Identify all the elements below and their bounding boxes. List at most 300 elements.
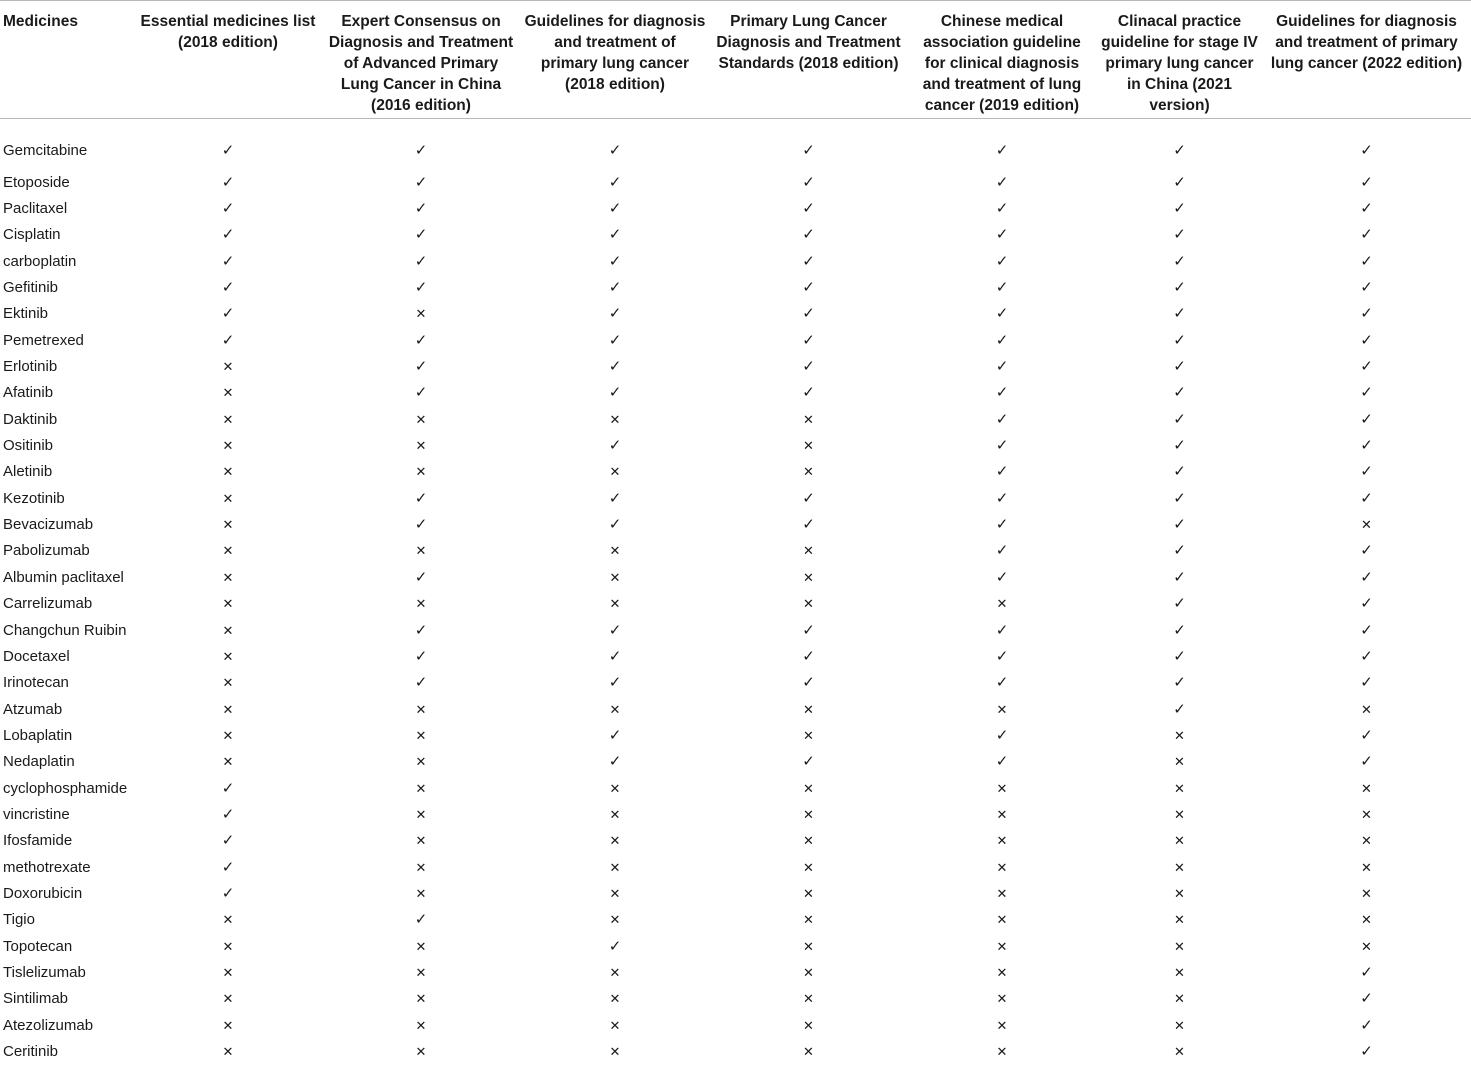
- inclusion-cell: [134, 327, 322, 353]
- cross-mark-icon: ✕: [609, 860, 621, 876]
- inclusion-cell: [322, 353, 520, 379]
- check-mark-icon: ✓: [995, 383, 1009, 402]
- medicine-name-cell: Topotecan: [3, 937, 73, 955]
- table-row: [0, 696, 1471, 722]
- inclusion-cell: [322, 986, 520, 1012]
- check-mark-icon: ✓: [995, 488, 1009, 507]
- medicine-name-cell: Aletinib: [3, 463, 53, 481]
- check-mark-icon: ✓: [221, 778, 235, 797]
- table-row: [0, 195, 1471, 221]
- inclusion-cell: [1262, 801, 1471, 827]
- inclusion-cell: [710, 696, 907, 722]
- cross-mark-icon: ✕: [609, 992, 621, 1008]
- inclusion-cell: [520, 406, 710, 432]
- inclusion-cell: [907, 643, 1097, 669]
- check-mark-icon: ✓: [1173, 594, 1186, 613]
- cross-mark-icon: ✕: [222, 965, 234, 981]
- inclusion-cell: [520, 119, 710, 170]
- cross-mark-icon: ✕: [1361, 518, 1372, 534]
- table-row: [0, 353, 1471, 379]
- cross-mark-icon: ✕: [803, 465, 814, 481]
- inclusion-cell: [907, 959, 1097, 985]
- cross-mark-icon: ✕: [609, 412, 621, 428]
- cross-mark-icon: ✕: [1174, 992, 1185, 1008]
- check-mark-icon: ✓: [1360, 541, 1373, 560]
- table-row: [0, 907, 1471, 933]
- check-mark-icon: ✓: [1360, 172, 1373, 191]
- inclusion-cell: [907, 564, 1097, 590]
- inclusion-cell: [520, 248, 710, 274]
- cross-mark-icon: ✕: [1361, 702, 1372, 718]
- check-mark-icon: ✓: [608, 278, 622, 297]
- cross-mark-icon: ✕: [609, 465, 621, 481]
- check-mark-icon: ✓: [1360, 199, 1373, 218]
- inclusion-cell: [322, 195, 520, 221]
- table-row: [0, 564, 1471, 590]
- table-header: [0, 1, 1471, 119]
- medicine-name-cell: Tislelizumab: [3, 963, 86, 981]
- check-mark-icon: ✓: [608, 225, 622, 244]
- inclusion-cell: [1097, 643, 1262, 669]
- inclusion-cell: [1262, 406, 1471, 432]
- table-row: [0, 854, 1471, 880]
- cross-mark-icon: ✕: [803, 702, 814, 718]
- check-mark-icon: ✓: [995, 725, 1009, 744]
- check-mark-icon: ✓: [1173, 436, 1186, 455]
- check-mark-icon: ✓: [1173, 278, 1186, 297]
- cross-mark-icon: ✕: [996, 939, 1008, 955]
- check-mark-icon: ✓: [1360, 567, 1373, 586]
- cross-mark-icon: ✕: [415, 834, 427, 850]
- inclusion-cell: [1262, 380, 1471, 406]
- inclusion-cell: [134, 564, 322, 590]
- cross-mark-icon: ✕: [1174, 1045, 1185, 1061]
- inclusion-cell: [322, 1038, 520, 1064]
- inclusion-cell: [322, 617, 520, 643]
- cross-mark-icon: ✕: [415, 544, 427, 560]
- inclusion-cell: [322, 432, 520, 458]
- cross-mark-icon: ✕: [222, 544, 234, 560]
- check-mark-icon: ✓: [414, 172, 428, 191]
- cross-mark-icon: ✕: [222, 913, 234, 929]
- inclusion-cell: [1097, 485, 1262, 511]
- inclusion-cell: [710, 933, 907, 959]
- inclusion-cell: [1262, 696, 1471, 722]
- check-mark-icon: ✓: [414, 567, 428, 586]
- medicine-name-cell: Bevacizumab: [3, 516, 94, 534]
- inclusion-cell: [322, 959, 520, 985]
- cross-mark-icon: ✕: [609, 965, 621, 981]
- cross-mark-icon: ✕: [1361, 807, 1372, 823]
- inclusion-cell: [322, 459, 520, 485]
- inclusion-cell: [520, 775, 710, 801]
- check-mark-icon: ✓: [995, 278, 1009, 297]
- cross-mark-icon: ✕: [222, 412, 234, 428]
- cross-mark-icon: ✕: [609, 1045, 621, 1061]
- inclusion-cell: [1097, 775, 1262, 801]
- cross-mark-icon: ✕: [222, 518, 234, 534]
- medicine-name-cell: carboplatin: [3, 252, 77, 270]
- inclusion-cell: [134, 959, 322, 985]
- cross-mark-icon: ✕: [996, 597, 1008, 613]
- inclusion-cell: [520, 327, 710, 353]
- medicine-name-cell: Pemetrexed: [3, 331, 84, 349]
- inclusion-cell: [1262, 617, 1471, 643]
- check-mark-icon: ✓: [1360, 725, 1373, 744]
- inclusion-cell: [1097, 854, 1262, 880]
- inclusion-cell: [710, 617, 907, 643]
- cross-mark-icon: ✕: [609, 781, 621, 797]
- inclusion-cell: [134, 485, 322, 511]
- check-mark-icon: ✓: [221, 304, 235, 323]
- cross-mark-icon: ✕: [609, 570, 621, 586]
- inclusion-cell: [134, 459, 322, 485]
- table-row: [0, 591, 1471, 617]
- inclusion-cell: [1097, 1012, 1262, 1038]
- check-mark-icon: ✓: [608, 199, 622, 218]
- inclusion-cell: [1097, 119, 1262, 170]
- inclusion-cell: [1262, 749, 1471, 775]
- check-mark-icon: ✓: [608, 357, 622, 376]
- inclusion-cell: [520, 617, 710, 643]
- inclusion-cell: [1262, 538, 1471, 564]
- check-mark-icon: ✓: [802, 199, 815, 218]
- inclusion-cell: [134, 722, 322, 748]
- inclusion-cell: [1097, 353, 1262, 379]
- check-mark-icon: ✓: [414, 646, 428, 665]
- inclusion-cell: [907, 880, 1097, 906]
- medicine-name-cell: Tigio: [3, 911, 35, 929]
- inclusion-cell: [710, 248, 907, 274]
- inclusion-cell: [907, 933, 1097, 959]
- cross-mark-icon: ✕: [1174, 728, 1185, 744]
- table-row: [0, 1038, 1471, 1064]
- inclusion-cell: [520, 880, 710, 906]
- cross-mark-icon: ✕: [222, 992, 234, 1008]
- inclusion-cell: [1262, 643, 1471, 669]
- inclusion-cell: [710, 195, 907, 221]
- inclusion-cell: [1097, 696, 1262, 722]
- inclusion-cell: [1262, 327, 1471, 353]
- check-mark-icon: ✓: [414, 251, 428, 270]
- cross-mark-icon: ✕: [415, 807, 427, 823]
- inclusion-cell: [1097, 1038, 1262, 1064]
- inclusion-cell: [710, 670, 907, 696]
- inclusion-cell: [907, 854, 1097, 880]
- inclusion-cell: [520, 1012, 710, 1038]
- cross-mark-icon: ✕: [222, 702, 234, 718]
- inclusion-cell: [1262, 459, 1471, 485]
- inclusion-cell: [134, 907, 322, 933]
- check-mark-icon: ✓: [802, 620, 815, 639]
- check-mark-icon: ✓: [1360, 330, 1373, 349]
- cross-mark-icon: ✕: [609, 913, 621, 929]
- check-mark-icon: ✓: [608, 725, 622, 744]
- inclusion-cell: [907, 380, 1097, 406]
- check-mark-icon: ✓: [1360, 989, 1373, 1008]
- column-header-cma-guideline-2019: Chinese medical association guideline for clinical diagnosis and treatment of lung cancer (2019 edition): [907, 1, 1097, 119]
- medicine-name-cell: Kezotinib: [3, 489, 65, 507]
- inclusion-cell: [520, 511, 710, 537]
- inclusion-cell: [907, 301, 1097, 327]
- inclusion-cell: [1262, 1012, 1471, 1038]
- inclusion-cell: [710, 986, 907, 1012]
- inclusion-cell: [520, 907, 710, 933]
- cross-mark-icon: ✕: [803, 834, 814, 850]
- inclusion-cell: [1097, 432, 1262, 458]
- inclusion-cell: [907, 406, 1097, 432]
- column-header-essential-medicines-2018: Essential medicines list (2018 edition): [134, 1, 322, 119]
- medicine-name-cell: Lobaplatin: [3, 726, 73, 744]
- check-mark-icon: ✓: [1173, 462, 1186, 481]
- inclusion-cell: [1097, 880, 1262, 906]
- inclusion-cell: [322, 749, 520, 775]
- check-mark-icon: ✓: [414, 515, 428, 534]
- inclusion-cell: [322, 696, 520, 722]
- check-mark-icon: ✓: [802, 304, 815, 323]
- inclusion-cell: [322, 907, 520, 933]
- check-mark-icon: ✓: [1173, 673, 1186, 692]
- inclusion-cell: [520, 564, 710, 590]
- check-mark-icon: ✓: [1173, 699, 1186, 718]
- table-row: [0, 775, 1471, 801]
- cross-mark-icon: ✕: [222, 649, 234, 665]
- inclusion-cell: [907, 538, 1097, 564]
- inclusion-cell: [520, 959, 710, 985]
- inclusion-cell: [907, 670, 1097, 696]
- cross-mark-icon: ✕: [1174, 755, 1185, 771]
- inclusion-cell: [1097, 222, 1262, 248]
- check-mark-icon: ✓: [995, 436, 1009, 455]
- cross-mark-icon: ✕: [996, 834, 1008, 850]
- column-header-guidelines-2022: Guidelines for diagnosis and treatment of primary lung cancer (2022 edition): [1262, 1, 1471, 119]
- inclusion-cell: [710, 301, 907, 327]
- check-mark-icon: ✓: [1173, 251, 1186, 270]
- inclusion-cell: [1097, 459, 1262, 485]
- check-mark-icon: ✓: [1173, 409, 1186, 428]
- check-mark-icon: ✓: [221, 804, 235, 823]
- inclusion-cell: [1097, 670, 1262, 696]
- check-mark-icon: ✓: [1360, 383, 1373, 402]
- check-mark-icon: ✓: [995, 515, 1009, 534]
- medicine-name-cell: Sintilimab: [3, 990, 69, 1008]
- cross-mark-icon: ✕: [415, 728, 427, 744]
- check-mark-icon: ✓: [608, 251, 622, 270]
- inclusion-cell: [907, 617, 1097, 643]
- inclusion-cell: [134, 801, 322, 827]
- inclusion-cell: [1097, 591, 1262, 617]
- check-mark-icon: ✓: [1360, 436, 1373, 455]
- check-mark-icon: ✓: [221, 330, 235, 349]
- cross-mark-icon: ✕: [609, 807, 621, 823]
- inclusion-cell: [710, 222, 907, 248]
- inclusion-cell: [322, 775, 520, 801]
- check-mark-icon: ✓: [802, 140, 815, 159]
- cross-mark-icon: ✕: [803, 992, 814, 1008]
- inclusion-cell: [710, 643, 907, 669]
- inclusion-cell: [322, 169, 520, 195]
- cross-mark-icon: ✕: [222, 386, 234, 402]
- inclusion-cell: [520, 485, 710, 511]
- inclusion-cell: [1262, 432, 1471, 458]
- inclusion-cell: [520, 933, 710, 959]
- check-mark-icon: ✓: [414, 673, 428, 692]
- inclusion-cell: [1262, 1038, 1471, 1064]
- inclusion-cell: [907, 119, 1097, 170]
- check-mark-icon: ✓: [995, 251, 1009, 270]
- table-row: [0, 301, 1471, 327]
- inclusion-cell: [134, 353, 322, 379]
- cross-mark-icon: ✕: [609, 702, 621, 718]
- table-row: [0, 274, 1471, 300]
- inclusion-cell: [322, 301, 520, 327]
- table-row: [0, 933, 1471, 959]
- inclusion-cell: [1097, 564, 1262, 590]
- cross-mark-icon: ✕: [803, 939, 814, 955]
- check-mark-icon: ✓: [608, 330, 622, 349]
- check-mark-icon: ✓: [802, 357, 815, 376]
- inclusion-cell: [134, 274, 322, 300]
- table-row: [0, 119, 1471, 170]
- inclusion-cell: [134, 119, 322, 170]
- inclusion-cell: [1097, 511, 1262, 537]
- inclusion-cell: [710, 775, 907, 801]
- table-row: [0, 327, 1471, 353]
- inclusion-cell: [520, 986, 710, 1012]
- check-mark-icon: ✓: [221, 883, 235, 902]
- check-mark-icon: ✓: [221, 172, 235, 191]
- check-mark-icon: ✓: [995, 646, 1009, 665]
- cross-mark-icon: ✕: [803, 886, 814, 902]
- inclusion-cell: [907, 459, 1097, 485]
- inclusion-cell: [520, 380, 710, 406]
- inclusion-cell: [134, 986, 322, 1012]
- check-mark-icon: ✓: [1173, 515, 1186, 534]
- check-mark-icon: ✓: [414, 225, 428, 244]
- check-mark-icon: ✓: [802, 330, 815, 349]
- inclusion-cell: [322, 828, 520, 854]
- check-mark-icon: ✓: [1173, 199, 1186, 218]
- check-mark-icon: ✓: [608, 383, 622, 402]
- inclusion-cell: [1097, 907, 1262, 933]
- inclusion-cell: [520, 749, 710, 775]
- inclusion-cell: [322, 119, 520, 170]
- inclusion-cell: [907, 274, 1097, 300]
- inclusion-cell: [322, 722, 520, 748]
- inclusion-cell: [1262, 353, 1471, 379]
- check-mark-icon: ✓: [802, 251, 815, 270]
- table-row: [0, 749, 1471, 775]
- table-row: [0, 222, 1471, 248]
- inclusion-cell: [134, 696, 322, 722]
- inclusion-cell: [1262, 986, 1471, 1012]
- column-header-medicines: Medicines: [0, 1, 134, 119]
- inclusion-cell: [1262, 670, 1471, 696]
- cross-mark-icon: ✕: [609, 597, 621, 613]
- check-mark-icon: ✓: [608, 172, 622, 191]
- medicine-name-cell: Ceritinib: [3, 1043, 59, 1061]
- column-header-guidelines-2018: Guidelines for diagnosis and treatment of primary lung cancer (2018 edition): [520, 1, 710, 119]
- inclusion-cell: [1262, 722, 1471, 748]
- check-mark-icon: ✓: [414, 330, 428, 349]
- medicine-name-cell: Pabolizumab: [3, 542, 90, 560]
- inclusion-cell: [1097, 301, 1262, 327]
- cross-mark-icon: ✕: [803, 860, 814, 876]
- inclusion-cell: [134, 617, 322, 643]
- inclusion-cell: [322, 327, 520, 353]
- table-row: [0, 511, 1471, 537]
- inclusion-cell: [134, 511, 322, 537]
- inclusion-cell: [322, 222, 520, 248]
- inclusion-cell: [134, 933, 322, 959]
- cross-mark-icon: ✕: [803, 412, 814, 428]
- cross-mark-icon: ✕: [609, 1018, 621, 1034]
- inclusion-cell: [1097, 749, 1262, 775]
- inclusion-cell: [134, 591, 322, 617]
- table-row: [0, 617, 1471, 643]
- inclusion-cell: [520, 538, 710, 564]
- inclusion-cell: [907, 696, 1097, 722]
- cross-mark-icon: ✕: [803, 807, 814, 823]
- table-body: [0, 119, 1471, 1065]
- inclusion-cell: [322, 274, 520, 300]
- table-row: [0, 459, 1471, 485]
- check-mark-icon: ✓: [1360, 409, 1373, 428]
- inclusion-cell: [134, 1012, 322, 1038]
- inclusion-cell: [907, 1038, 1097, 1064]
- inclusion-cell: [134, 828, 322, 854]
- column-header-diagnosis-standards-2018: Primary Lung Cancer Diagnosis and Treatment Standards (2018 edition): [710, 1, 907, 119]
- inclusion-cell: [322, 880, 520, 906]
- cross-mark-icon: ✕: [1174, 965, 1185, 981]
- inclusion-cell: [1097, 828, 1262, 854]
- table-row: [0, 643, 1471, 669]
- cross-mark-icon: ✕: [415, 992, 427, 1008]
- check-mark-icon: ✓: [802, 278, 815, 297]
- cross-mark-icon: ✕: [803, 913, 814, 929]
- check-mark-icon: ✓: [1360, 140, 1373, 159]
- inclusion-cell: [322, 511, 520, 537]
- inclusion-cell: [520, 274, 710, 300]
- inclusion-cell: [907, 775, 1097, 801]
- cross-mark-icon: ✕: [996, 1045, 1008, 1061]
- check-mark-icon: ✓: [1173, 567, 1186, 586]
- inclusion-cell: [1097, 195, 1262, 221]
- check-mark-icon: ✓: [1360, 620, 1373, 639]
- inclusion-cell: [710, 327, 907, 353]
- table-row: [0, 880, 1471, 906]
- check-mark-icon: ✓: [608, 436, 622, 455]
- inclusion-cell: [710, 722, 907, 748]
- check-mark-icon: ✓: [1360, 1042, 1373, 1061]
- inclusion-cell: [710, 749, 907, 775]
- inclusion-cell: [134, 248, 322, 274]
- check-mark-icon: ✓: [995, 357, 1009, 376]
- check-mark-icon: ✓: [995, 199, 1009, 218]
- cross-mark-icon: ✕: [222, 755, 234, 771]
- check-mark-icon: ✓: [608, 936, 622, 955]
- table-row: [0, 828, 1471, 854]
- inclusion-cell: [907, 749, 1097, 775]
- cross-mark-icon: ✕: [415, 412, 427, 428]
- inclusion-cell: [134, 880, 322, 906]
- cross-mark-icon: ✕: [415, 1045, 427, 1061]
- inclusion-cell: [907, 195, 1097, 221]
- check-mark-icon: ✓: [608, 752, 622, 771]
- inclusion-cell: [710, 828, 907, 854]
- inclusion-cell: [907, 591, 1097, 617]
- cross-mark-icon: ✕: [1361, 939, 1372, 955]
